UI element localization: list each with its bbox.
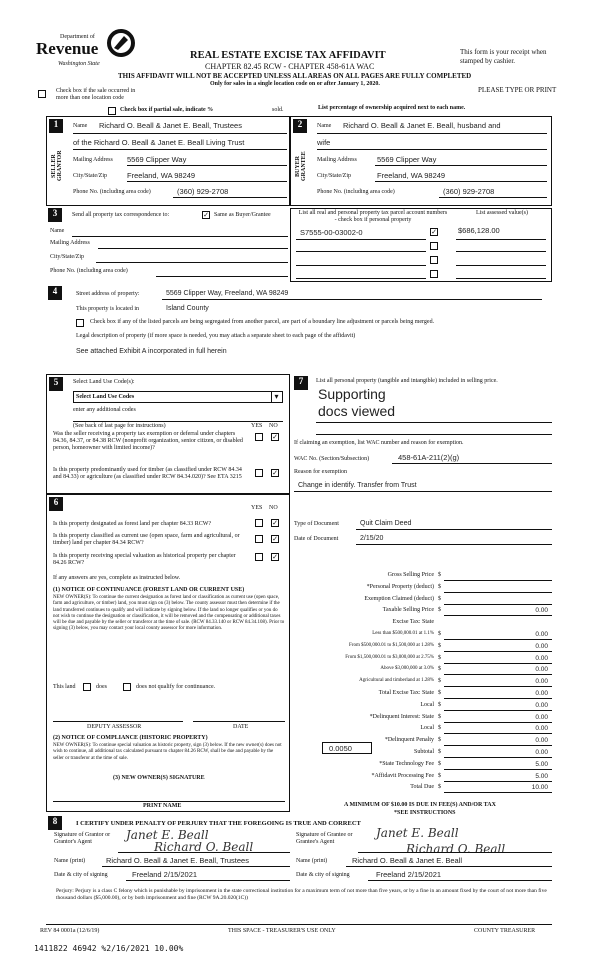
tax-row-label: *Delinquent Interest: State xyxy=(369,713,434,720)
seller-mailing-address[interactable]: 5569 Clipper Way xyxy=(127,155,187,164)
tax-row-value[interactable]: 0.00 xyxy=(535,666,548,674)
section-8 xyxy=(46,814,552,910)
grantee-signature-1[interactable]: Janet E. Beall xyxy=(376,826,459,840)
grantee-name-print-label: Name (print) xyxy=(296,858,328,864)
seller-name-line1[interactable]: Richard O. Beall & Janet E. Beall, Trustees xyxy=(99,121,242,130)
certify-statement: I CERTIFY UNDER PENALTY OF PERJURY THAT THE FOREGOING IS TRUE AND CORRECT xyxy=(76,820,361,827)
sec3-phone-label: Phone No. (including area code) xyxy=(50,268,128,274)
tax-row-value[interactable]: 0.00 xyxy=(535,654,548,662)
buyer-grantee-label: BUYER GRANTEE xyxy=(295,151,307,181)
section-6-number: 6 xyxy=(49,497,63,511)
grantor-signature-2[interactable]: Richard O. Beall xyxy=(154,840,254,854)
minimum-due-note: A MINIMUM OF $10.00 IS DUE IN FEE(S) AND/OR TAX xyxy=(344,802,496,808)
deputy-assessor-label: DEPUTY ASSESSOR xyxy=(87,724,142,730)
local-rate-value[interactable]: 0.0050 xyxy=(329,744,352,753)
section-5-number: 5 xyxy=(49,377,63,391)
sec5-q2-yes[interactable] xyxy=(255,469,263,477)
street-address-value[interactable]: 5569 Clipper Way, Freeland, WA 98249 xyxy=(166,290,289,297)
dept-line2: Revenue xyxy=(36,39,99,58)
grantor-name-print-label: Name (print) xyxy=(54,858,86,864)
tax-row-dollar: $ xyxy=(438,701,441,708)
tax-row-label: Local xyxy=(420,725,434,732)
grantee-date-city-label: Date & city of signing xyxy=(296,872,350,878)
grantee-date-city[interactable]: Freeland 2/15/2021 xyxy=(376,870,442,879)
tax-row-dollar: $ xyxy=(438,749,441,755)
county-label: This property is located in xyxy=(76,306,139,312)
form-only-for-sales: Only for sales in a single location code on or after January 1, 2020. xyxy=(210,81,380,87)
tax-row-label: Above $3,000,000 at 3.0% xyxy=(380,666,434,672)
sec6-no-header: NO xyxy=(269,505,278,511)
reason-value[interactable]: Change in identify. Transfer from Trust xyxy=(298,482,417,489)
assessed-header: List assessed value(s) xyxy=(476,210,528,216)
dor-logo xyxy=(36,28,136,72)
tax-table xyxy=(294,572,552,812)
tax-row-label: *State Technology Fee xyxy=(379,760,434,767)
tax-row-label: Excise Tax: State xyxy=(392,619,434,626)
tax-row-value[interactable]: 10.00 xyxy=(531,784,548,792)
sec6-q2-no[interactable]: ✓ xyxy=(272,535,278,543)
section-6 xyxy=(46,494,290,812)
form-warning: THIS AFFIDAVIT WILL NOT BE ACCEPTED UNLESS ALL AREAS ON ALL PAGES ARE FULLY COMPLETED xyxy=(118,72,472,80)
partial-sale-label: Check box if partial sale, indicate % xyxy=(120,107,214,113)
section-4-number: 4 xyxy=(48,286,62,300)
sec1-city-label: City/State/Zip xyxy=(73,173,107,179)
tax-row-value[interactable]: 0.00 xyxy=(535,725,548,733)
land-does-not-checkbox[interactable] xyxy=(123,683,131,691)
sec6-q1-no[interactable]: ✓ xyxy=(272,519,278,527)
tax-row-label: Less than $500,000.01 at 1.1% xyxy=(372,631,434,636)
reason-label: Reason for exemption xyxy=(294,469,347,475)
exemption-label: If claiming an exemption, list WAC number and reason for exemption. xyxy=(294,440,464,446)
section-3-number: 3 xyxy=(48,208,62,222)
seller-phone[interactable]: (360) 929-2708 xyxy=(177,187,229,196)
grantor-signature-1[interactable]: Janet E. Beall xyxy=(126,828,209,842)
land-does-checkbox[interactable] xyxy=(83,683,91,691)
tax-row-dollar: $ xyxy=(438,690,441,696)
doc-type-label: Type of Document xyxy=(294,521,339,527)
multiple-location-label: Check box if the sale occurred in more than one location code xyxy=(56,88,136,101)
receipt-note: This form is your receipt when stamped by cashier. xyxy=(460,48,547,65)
section-2-buyer xyxy=(290,116,552,206)
sec6-q3-no[interactable]: ✓ xyxy=(272,553,278,561)
multiple-location-checkbox[interactable] xyxy=(38,90,46,98)
dept-line1: Department of xyxy=(60,34,95,40)
tax-row-dollar: $ xyxy=(438,784,441,791)
wac-label: WAC No. (Section/Subsection) xyxy=(294,456,370,462)
buyer-phone[interactable]: (360) 929-2708 xyxy=(443,187,495,196)
dept-line3: Washington State xyxy=(58,61,100,67)
county-value[interactable]: Island County xyxy=(166,305,209,312)
tax-row-value[interactable]: 0.00 xyxy=(535,607,548,615)
grantor-date-city[interactable]: Freeland 2/15/2021 xyxy=(132,870,198,879)
tax-row-value[interactable]: 5.00 xyxy=(535,772,548,780)
tax-row-dollar: $ xyxy=(438,642,441,649)
sec6-q1: Is this property designated as forest land per chapter 84.33 RCW? xyxy=(53,521,212,527)
street-address-label: Street address of property: xyxy=(76,291,140,297)
buyer-name-line1[interactable]: Richard O. Beall & Janet E. Beall, husband and xyxy=(343,121,501,130)
section-7 xyxy=(294,374,552,816)
doc-date-value[interactable]: 2/15/20 xyxy=(360,535,384,542)
parcel-number[interactable]: S7555-00-03002-0 xyxy=(300,228,363,237)
grantor-name-print[interactable]: Richard O. Beall & Janet E. Beall, Trustees xyxy=(106,856,249,865)
form-chapter: CHAPTER 82.45 RCW - CHAPTER 458-61A WAC xyxy=(205,62,375,71)
buyer-city-state-zip[interactable]: Freeland, WA 98249 xyxy=(377,171,446,180)
tax-row-label: From $500,000.01 to $1,500,000 at 1.28% xyxy=(349,642,434,648)
county-treasurer: COUNTY TREASURER xyxy=(474,928,536,934)
ownership-pct-label: List percentage of ownership acquired next to each name. xyxy=(318,105,466,111)
personal-property-line1[interactable]: Supporting xyxy=(318,386,386,402)
sec2-mailing-label: Mailing Address xyxy=(317,157,357,163)
sec5-no-header: NO xyxy=(269,423,278,429)
tax-row-label: *Delinquent Penalty xyxy=(384,737,434,744)
parcel-header: List all real and personal property tax parcel account numbers - check box if personal property xyxy=(298,210,448,223)
sec6-yes-header: YES xyxy=(251,505,263,511)
sec6-q2: Is this property classified as current use (open space, farm and agricultural, or timber) land per chapter 84.34 RCW? xyxy=(53,533,240,546)
land-does-not-label: does not qualify for continuance. xyxy=(136,684,216,690)
tax-row-label: Exemption Claimed (deduct) xyxy=(364,595,434,602)
sec1-phone-label: Phone No. (including area code) xyxy=(73,189,151,195)
section-7-number: 7 xyxy=(294,376,308,390)
perjury-statement: Perjury: Perjury is a class C felony which is punishable by imprisonment in the state correctional institution for a maximum term of not more than five years, or by a fine in an amount fixed by the court of not more than five thousand dollars ($5,000.00), or by both imprisonment and fine (RCW 9A.20.020(1C)) xyxy=(56,888,547,901)
sec1-mailing-label: Mailing Address xyxy=(73,157,113,163)
seller-city-state-zip[interactable]: Freeland, WA 98249 xyxy=(127,171,196,180)
notice-continuance-body: NEW OWNER(S): To continue the current designation as forest land or classification as current use (open space, farm and agriculture, or timber) land, you must sign on (3) below. The county assessor must then determine if the land transferred continues to qualify and will indicate by signing below. If the land no longer qualifies or you do not wish to continue the designation or classification, it will be removed and the compensating or additional taxes will be due and payable by the seller or transferor at the time of sale. (RCW 84.33.140 or RCW 84.34.108). Prior to signing (3) below, you may contact your local county assessor for more information. xyxy=(53,595,285,632)
print-name-label: PRINT NAME xyxy=(143,803,182,809)
section-3 xyxy=(46,208,552,282)
personal-property-line2[interactable]: docs viewed xyxy=(318,403,396,419)
tax-row-dollar: $ xyxy=(438,772,441,779)
tax-row-dollar: $ xyxy=(438,678,441,685)
if-any-yes-note: If any answers are yes, complete as instructed below. xyxy=(53,575,181,581)
sec5-yes-header: YES xyxy=(251,423,263,429)
tax-row-dollar: $ xyxy=(438,572,441,578)
send-correspondence-label: Send all property tax correspondence to: xyxy=(72,212,170,218)
see-instructions-note: *SEE INSTRUCTIONS xyxy=(394,810,456,816)
tax-row-label: Total Due xyxy=(410,784,434,791)
seller-name-line2[interactable]: of the Richard O. Beall & Janet E. Beall Living Trust xyxy=(73,138,245,147)
doc-date-label: Date of Document xyxy=(294,536,339,542)
dropdown-arrow-icon: ▾ xyxy=(271,392,281,402)
grantee-sig-label: Signature of Grantee or Grantee's Agent xyxy=(296,832,353,845)
sec5-q2-no[interactable]: ✓ xyxy=(272,469,278,477)
personal-property-checkbox-4[interactable] xyxy=(430,270,438,278)
sec5-q2: Is this property predominantly used for timber (as classified under RCW 84.34 and 84.33) or agriculture (as classified under RCW 84.34.020)? See ETA 3215 xyxy=(53,467,242,480)
same-as-buyer-checkbox[interactable]: ✓ xyxy=(203,211,209,219)
sec2-city-label: City/State/Zip xyxy=(317,173,351,179)
personal-property-checkbox-3[interactable] xyxy=(430,256,438,264)
tax-row-value[interactable]: 0.00 xyxy=(535,642,548,650)
notice-compliance-title: (2) NOTICE OF COMPLIANCE (HISTORIC PROPERTY) xyxy=(53,735,208,741)
tax-row-value[interactable]: 0.00 xyxy=(535,701,548,709)
grantor-sig-label: Signature of Grantor or Grantor's Agent xyxy=(54,832,111,845)
new-owner-signature-label: (3) NEW OWNER(S) SIGNATURE xyxy=(113,775,205,781)
tax-row-dollar: $ xyxy=(438,595,441,602)
sec6-q2-yes[interactable] xyxy=(255,535,263,543)
personal-property-checkbox-2[interactable] xyxy=(430,242,438,250)
sec1-name-label: Name xyxy=(73,123,88,129)
tax-row-dollar: $ xyxy=(438,713,441,720)
sec3-name-label: Name xyxy=(50,228,65,234)
sec2-phone-label: Phone No. (including area code) xyxy=(317,189,395,195)
tax-row-dollar: $ xyxy=(438,607,441,614)
same-as-buyer-label: Same as Buyer/Grantee xyxy=(214,212,271,218)
sec5-q1-yes[interactable] xyxy=(255,433,263,441)
local-rate-box xyxy=(322,742,372,754)
tax-row-dollar: $ xyxy=(438,725,441,732)
tax-row-value[interactable]: 0.00 xyxy=(535,631,548,638)
sec5-q1: Was the seller receiving a property tax exemption or deferral under chapters 84.36, 84.37, or 84.38 RCW (nonprofit organization, senior citizen, or disabled person, homeowner with limited income)? xyxy=(53,431,243,451)
sold-label: sold. xyxy=(272,107,284,113)
personal-property-checkbox-1[interactable]: ✓ xyxy=(431,228,437,236)
tax-row-dollar: $ xyxy=(438,737,441,744)
tax-row-label: Total Excise Tax: State xyxy=(378,690,434,696)
tax-row-value[interactable]: 0.00 xyxy=(535,737,548,745)
sec5-q1-no[interactable]: ✓ xyxy=(272,433,278,441)
seller-grantor-label: SELLER GRANTOR xyxy=(51,150,63,182)
segregated-label: Check box if any of the listed parcels are being segregated from another parcel, are part of a boundary line adjustment or parcels being merged. xyxy=(90,319,435,325)
section-5 xyxy=(46,374,290,494)
sec6-q1-yes[interactable] xyxy=(255,519,263,527)
grantor-date-city-label: Date & city of signing xyxy=(54,872,108,878)
rev-number: REV 84 0001a (12/6/19) xyxy=(40,928,100,934)
sec6-q3-yes[interactable] xyxy=(255,553,263,561)
tax-row-value[interactable]: 0.00 xyxy=(535,678,548,686)
section-8-number: 8 xyxy=(48,816,62,830)
tax-row-label: Gross Selling Price xyxy=(387,572,434,578)
section-2-number: 2 xyxy=(293,119,307,133)
tax-row-label: Agricultural and timberland at 1.28% xyxy=(359,678,434,684)
legal-description-value[interactable]: See attached Exhibit A incorporated in full herein xyxy=(76,348,227,355)
sec2-name-label: Name xyxy=(317,123,332,129)
sec6-q3: Is this property receiving special valuation as historical property per chapter 84.26 RCW? xyxy=(53,553,236,566)
grantee-name-print[interactable]: Richard O. Beall & Janet E. Beall xyxy=(352,856,463,865)
assessed-value[interactable]: $686,128.00 xyxy=(458,226,500,235)
partial-sale-checkbox[interactable] xyxy=(108,107,116,115)
section-1-number: 1 xyxy=(49,119,63,133)
section-1-seller xyxy=(46,116,290,206)
notice-continuance-title: (1) NOTICE OF CONTINUANCE (FOREST LAND OR CURRENT USE) xyxy=(53,587,245,593)
tax-row-label: *Personal Property (deduct) xyxy=(366,583,434,590)
dor-logo-icon xyxy=(106,28,136,58)
tax-row-value[interactable]: 0.00 xyxy=(535,749,548,756)
tax-row-value[interactable]: 0.00 xyxy=(535,690,548,697)
tax-row-value[interactable]: 5.00 xyxy=(535,760,548,768)
tax-row-label: From $1,500,000.01 to $3,000,000 at 2.75% xyxy=(345,654,434,660)
grantee-signature-2[interactable]: Richard O. Beall xyxy=(406,842,506,856)
treasurer-space: THIS SPACE - TREASURER'S USE ONLY xyxy=(228,928,336,934)
tax-row-label: *Affidavit Processing Fee xyxy=(371,772,434,779)
personal-property-label: List all personal property (tangible and intangible) included in selling price. xyxy=(316,378,498,384)
form-title: REAL ESTATE EXCISE TAX AFFIDAVIT xyxy=(190,50,386,61)
doc-type-value[interactable]: Quit Claim Deed xyxy=(360,520,412,527)
wac-value[interactable]: 458-61A-211(2)(g) xyxy=(398,453,460,462)
additional-codes-label: enter any additional codes xyxy=(73,407,136,413)
legal-description-label: Legal description of property (if more space is needed, you may attach a separate sheet to each page of the affidavit) xyxy=(76,333,356,339)
section-4 xyxy=(46,286,552,362)
sec3-mailing-label: Mailing Address xyxy=(50,240,90,246)
buyer-name-line2[interactable]: wife xyxy=(317,138,331,147)
cashier-stamp: 1411822 46942 %2/16/2021 10.00% xyxy=(34,944,184,953)
tax-row-value[interactable]: 0.00 xyxy=(535,713,548,721)
buyer-mailing-address[interactable]: 5569 Clipper Way xyxy=(377,155,437,164)
tax-row-dollar: $ xyxy=(438,760,441,767)
land-use-label: Select Land Use Code(s): xyxy=(73,379,135,385)
tax-row-label: Subtotal xyxy=(413,749,434,755)
land-use-select[interactable] xyxy=(73,391,283,403)
land-use-select-value: Select Land Use Codes xyxy=(76,394,135,400)
tax-row-label: Local xyxy=(420,701,434,708)
tax-row-dollar: $ xyxy=(438,666,441,673)
this-land-label: This land xyxy=(53,684,76,690)
tax-row-dollar: $ xyxy=(438,583,441,590)
tax-row-label: Taxable Selling Price xyxy=(382,607,434,614)
see-back-note: (See back of last page for instructions) xyxy=(73,423,166,429)
land-does-label: does xyxy=(96,684,107,690)
notice-compliance-body: NEW OWNER(S): To continue special valuation as historic property, sign (3) below. If the new owner(s) does not wish to continue, all additional tax calculated pursuant to chapter 84.26 RCW, shall be due and payable by the seller or transferor at the time of sale. xyxy=(53,743,282,761)
sec3-city-label: City/State/Zip xyxy=(50,254,84,260)
tax-row-dollar: $ xyxy=(438,631,441,637)
tax-row-dollar: $ xyxy=(438,654,441,661)
type-or-print: PLEASE TYPE OR PRINT xyxy=(478,86,557,94)
deputy-date-label: DATE xyxy=(233,724,249,730)
segregated-checkbox[interactable] xyxy=(76,319,84,327)
